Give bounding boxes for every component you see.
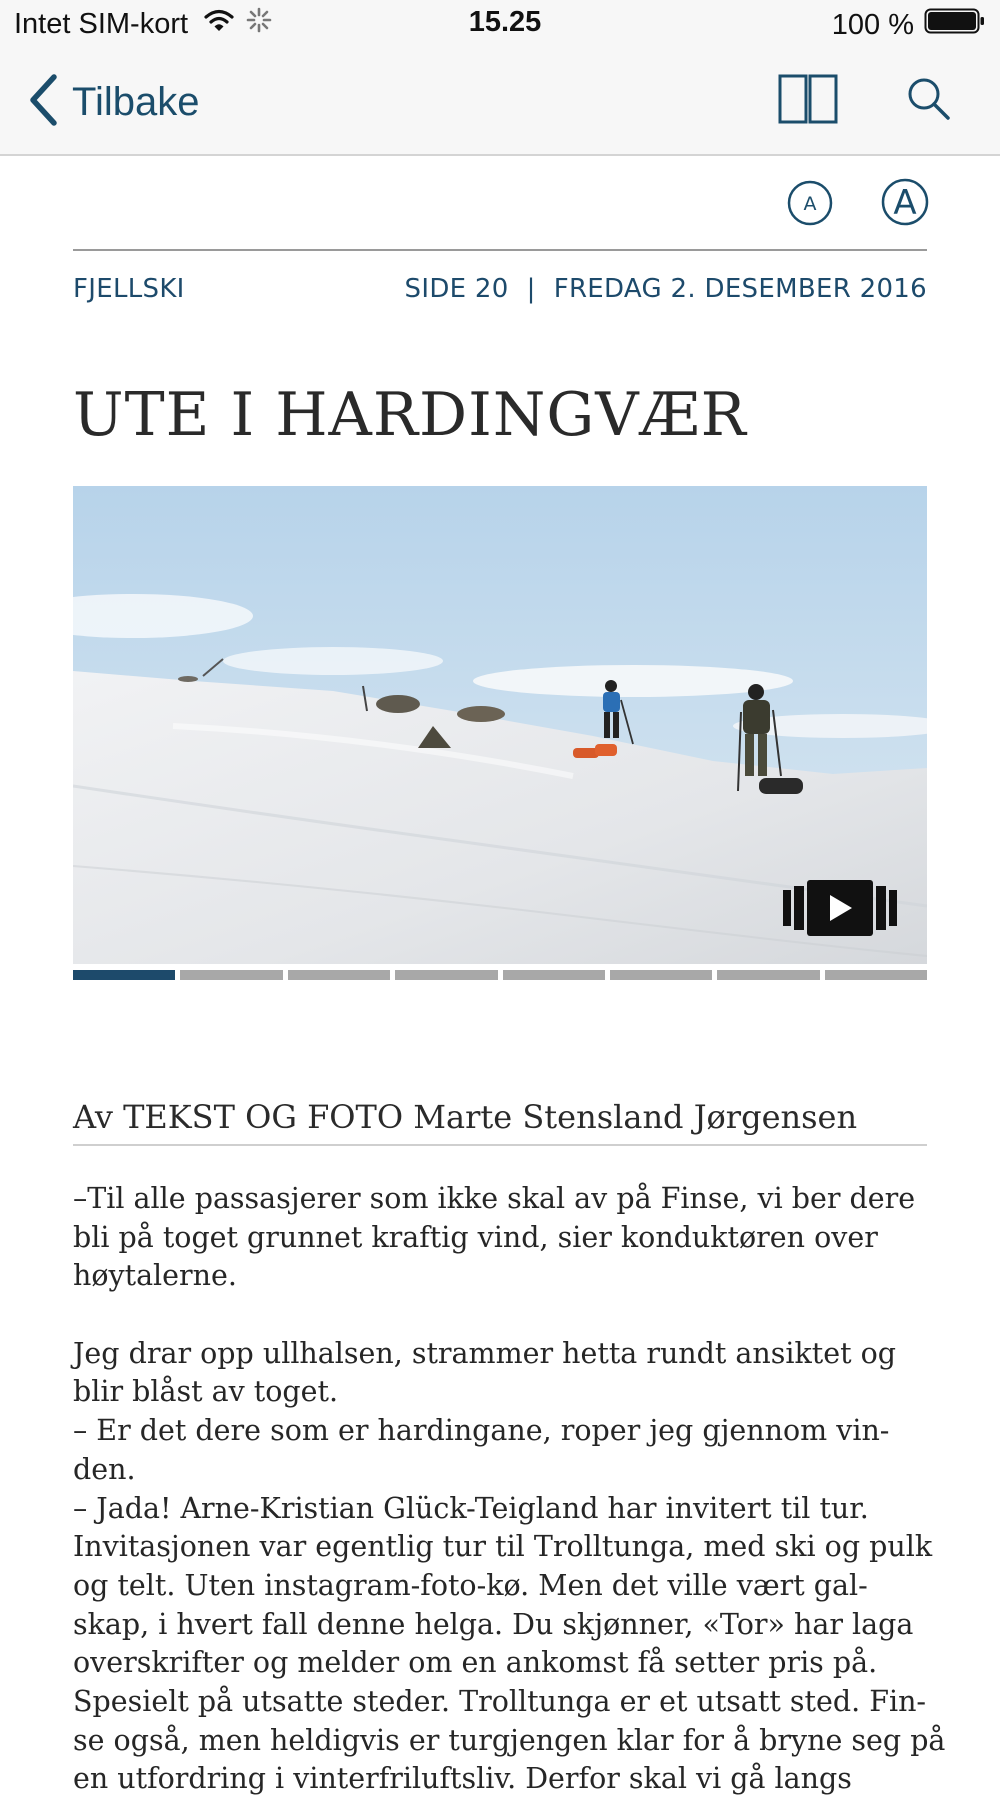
- navigation-bar: [0, 50, 1000, 156]
- back-button[interactable]: [28, 74, 199, 131]
- status-right: [832, 7, 986, 43]
- pages-icon: [778, 111, 838, 128]
- text-line: bli på toget grunnet kraftig vind, sier konduktøren over: [73, 1220, 878, 1254]
- page-date-info: [405, 274, 927, 304]
- battery-icon: [924, 7, 986, 43]
- meta-separator: |: [526, 274, 536, 304]
- gallery-page-indicator[interactable]: [395, 970, 497, 980]
- video-play-icon[interactable]: [781, 878, 899, 943]
- status-time: 15.25: [468, 6, 542, 38]
- text-line: Spesielt på utsatte steder. Trolltunga er et utsatt sted. Fin-: [73, 1684, 927, 1718]
- byline-divider: [73, 1144, 927, 1146]
- chevron-left-icon: [28, 74, 58, 131]
- status-bar: [0, 0, 1000, 50]
- top-divider: [73, 249, 927, 251]
- gallery-page-indicator[interactable]: [825, 970, 927, 980]
- byline: Av TEKST OG FOTO Marte Stensland Jørgensen: [73, 1098, 858, 1136]
- text-line: se også, men heldigvis er turgjengen klar for å bryne seg på: [73, 1723, 946, 1757]
- text-line: Invitasjonen var egentlig tur til Trolltunga, med ski og pulk: [73, 1530, 933, 1564]
- text-line: blir blåst av toget.: [73, 1375, 339, 1409]
- carrier-label: Intet SIM-kort: [14, 7, 189, 40]
- text-line: Jeg drar opp ullhalsen, strammer hetta rundt ansiktet og: [73, 1336, 897, 1370]
- gallery-page-indicator[interactable]: [73, 970, 175, 980]
- back-label: Tilbake: [72, 80, 200, 124]
- search-icon: [906, 109, 952, 126]
- font-size-small-icon: [786, 193, 834, 231]
- text-line: overskrifter og melder om en ankomst få setter pris på.: [73, 1646, 878, 1680]
- gallery-pager: [73, 970, 927, 980]
- text-line: skap, i hvert fall denne helga. Du skjønner, «Tor» har laga: [73, 1607, 914, 1641]
- text-line: en utfordring i vinterfriluftsliv. Derfor skal vi gå langs: [73, 1762, 852, 1796]
- gallery-page-indicator[interactable]: [503, 970, 605, 980]
- publication-date: FREDAG 2. DESEMBER 2016: [553, 274, 927, 304]
- text-line: – Er det dere som er hardingane, roper jeg gjennom vin-: [73, 1414, 890, 1448]
- increase-font-size-button[interactable]: [880, 177, 930, 232]
- paragraph: [73, 1335, 946, 1799]
- font-small-glyph: A: [803, 193, 817, 215]
- section-label: FJELLSKI: [73, 274, 185, 304]
- decrease-font-size-button[interactable]: [786, 179, 834, 232]
- article-photo[interactable]: [73, 486, 927, 964]
- text-line: – Jada! Arne-Kristian Glück-Teigland har invitert til tur.: [73, 1491, 869, 1525]
- gallery-page-indicator[interactable]: [610, 970, 712, 980]
- text-line: og telt. Uten instagram-foto-kø. Men det ville vært gal-: [73, 1568, 868, 1602]
- text-line: –Til alle passasjerer som ikke skal av på Finse, vi ber dere: [73, 1182, 916, 1215]
- article-body: [73, 1180, 946, 1799]
- article-headline: UTE I HARDINGVÆR: [73, 380, 747, 450]
- battery-percentage: 100 %: [831, 8, 914, 41]
- text-line: den.: [73, 1452, 136, 1486]
- gallery-page-indicator[interactable]: [717, 970, 819, 980]
- font-large-glyph: A: [893, 183, 917, 223]
- font-size-large-icon: [880, 183, 930, 231]
- search-button[interactable]: [906, 76, 952, 127]
- pages-button[interactable]: [778, 74, 838, 129]
- text-line: høytalerne.: [73, 1259, 237, 1293]
- paragraph: [73, 1180, 927, 1296]
- paragraph-spacer: [73, 1296, 927, 1335]
- gallery-page-indicator[interactable]: [180, 970, 282, 980]
- gallery-page-indicator[interactable]: [288, 970, 390, 980]
- page-number: SIDE 20: [404, 274, 509, 304]
- article-meta: [73, 274, 927, 308]
